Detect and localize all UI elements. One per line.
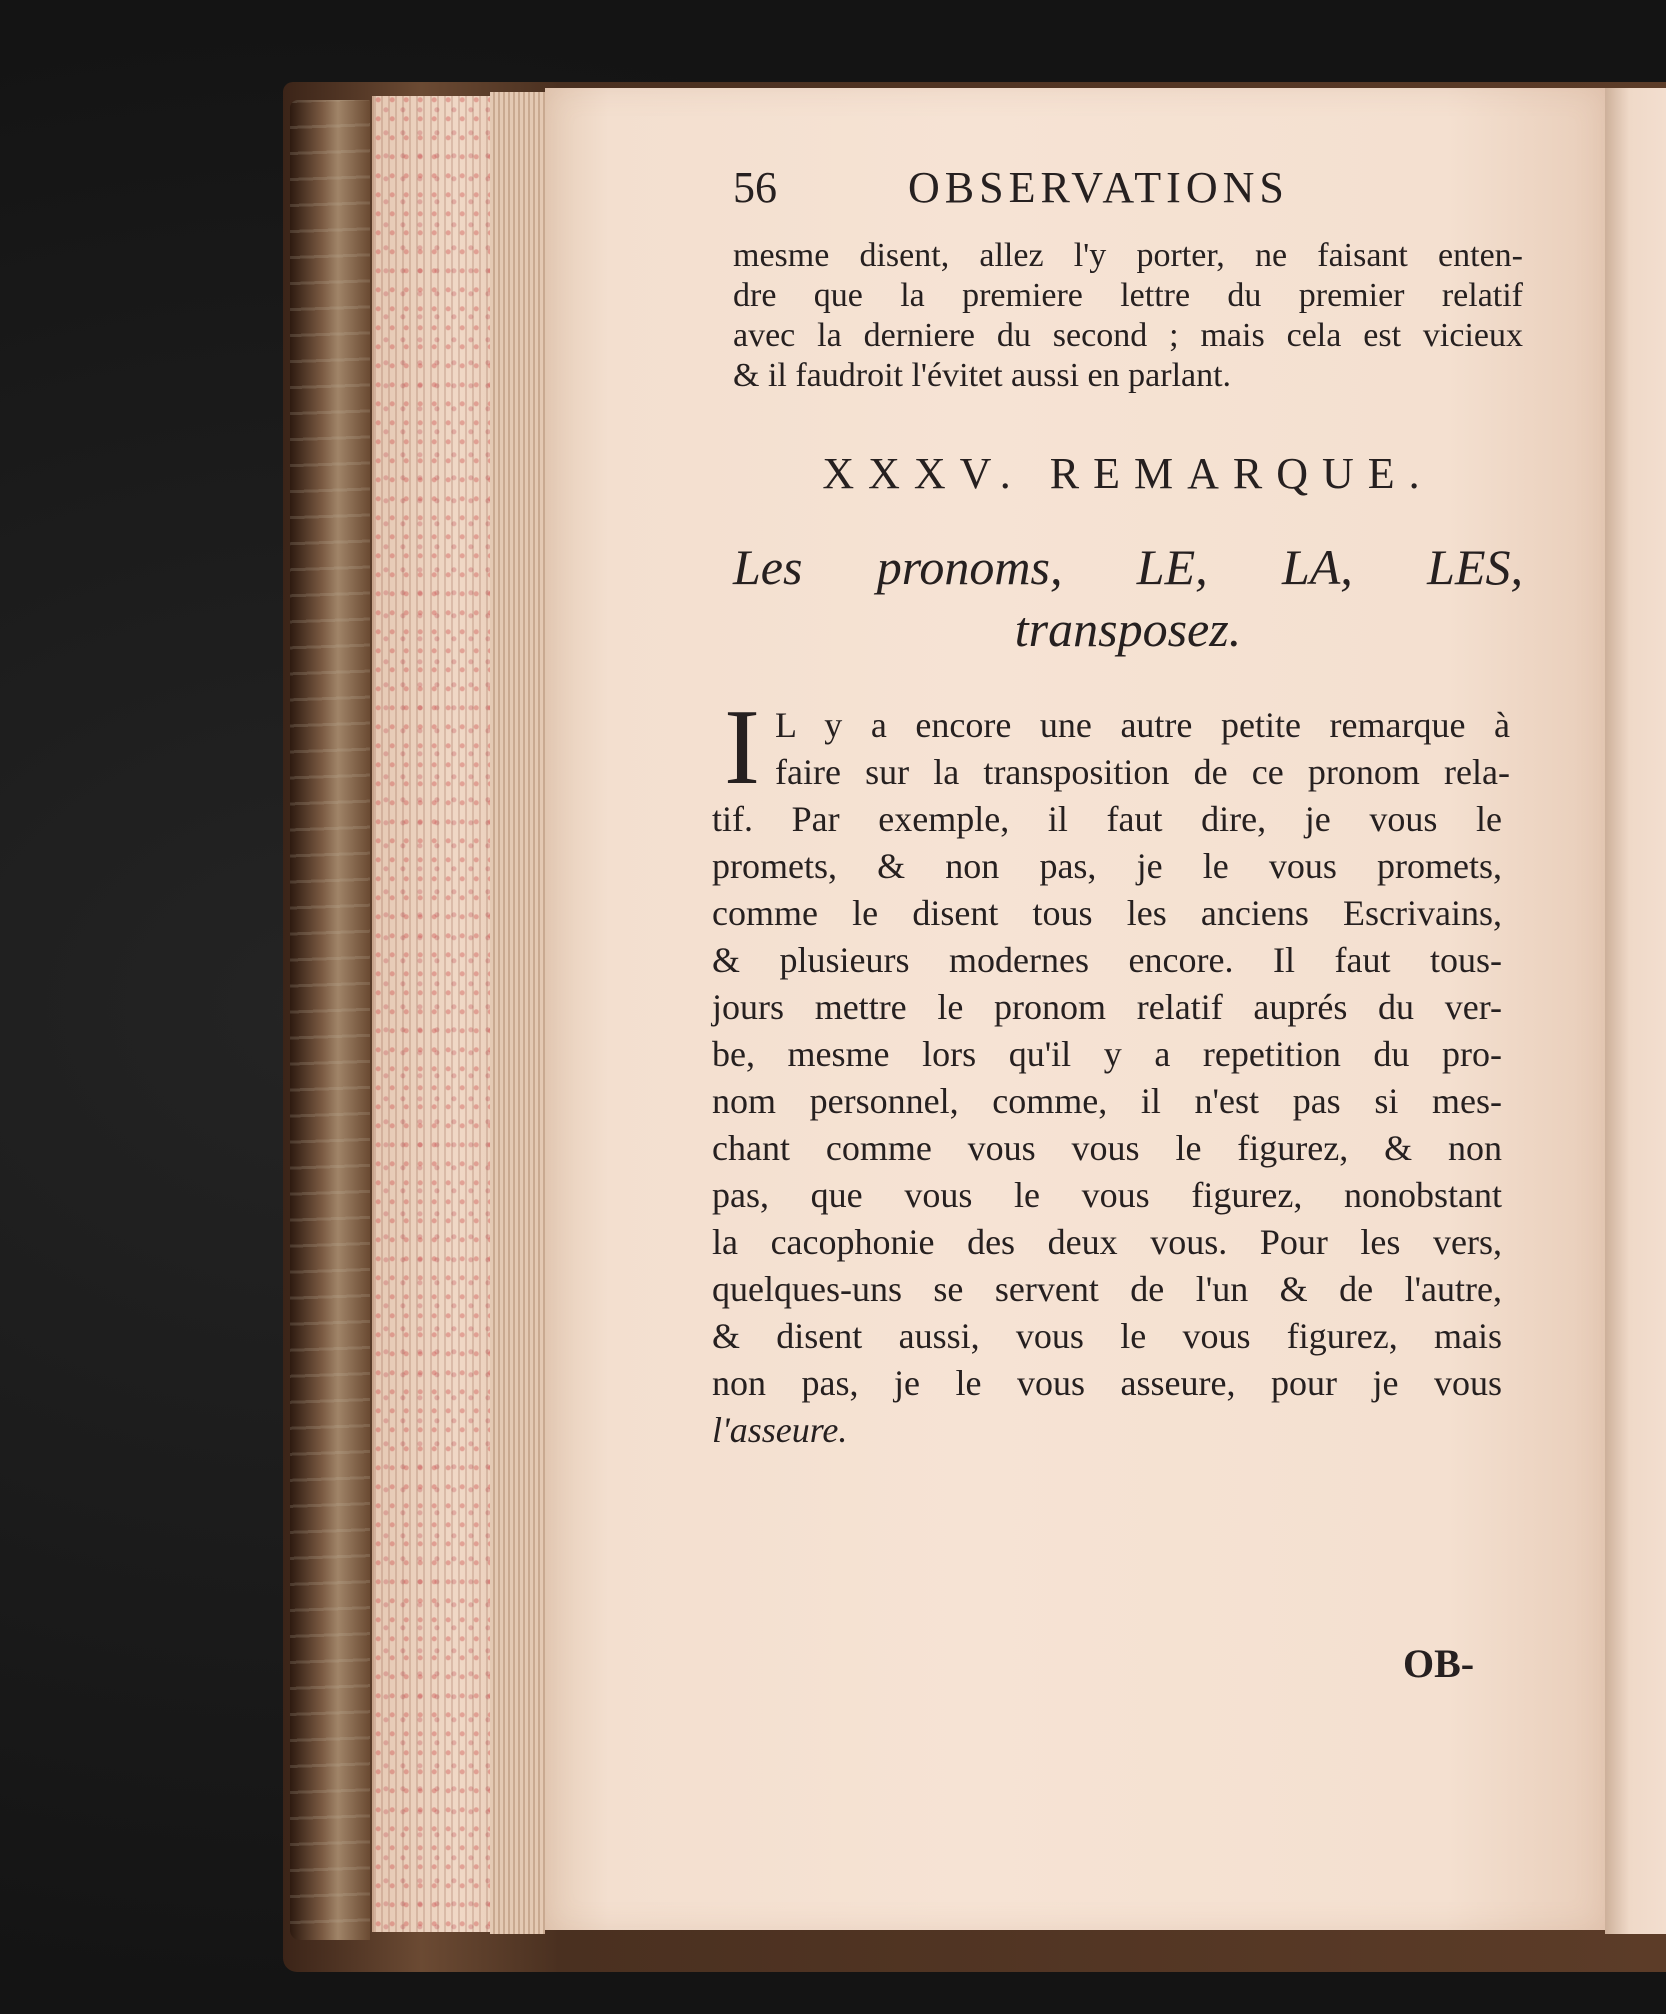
remark-title: XXXV. REMARQUE. (822, 449, 1434, 498)
text-line: mesme disent, allez l'y porter, ne faisant enten- (733, 237, 1523, 274)
running-head (733, 162, 1373, 222)
remark-subtitle: Les pronoms, LE, LA, LES, (733, 539, 1523, 595)
text-line: & disent aussi, vous le vous figurez, mais (712, 1316, 1502, 1356)
text-line: dre que la premiere lettre du premier relatif (733, 277, 1523, 314)
text-line: nom personnel, comme, il n'est pas si mes- (712, 1081, 1502, 1121)
text-line: avec la derniere du second ; mais cela est vicieux (733, 317, 1523, 354)
text-line: chant comme vous vous le figurez, & non (712, 1128, 1502, 1168)
text-line: l'asseure. (712, 1410, 848, 1450)
page-number: 56 (733, 163, 777, 212)
facing-page-edge (1605, 88, 1666, 1934)
text-line: & plusieurs modernes encore. Il faut tous- (712, 940, 1502, 980)
catchword: OB- (1403, 1641, 1475, 1686)
text-line: comme le disent tous les anciens Escrivains, (712, 893, 1502, 933)
text-line: tif. Par exemple, il faut dire, je vous le (712, 799, 1502, 839)
page-leaves (490, 92, 545, 1934)
leather-binding (290, 100, 370, 1940)
text-line: jours mettre le pronom relatif auprés du ver- (712, 987, 1502, 1027)
text-line: non pas, je le vous asseure, pour je vous (712, 1363, 1502, 1403)
running-title: OBSERVATIONS (908, 163, 1289, 212)
text-line: quelques-uns se servent de l'un & de l'autre, (712, 1269, 1502, 1309)
text-line: L y a encore une autre petite remarque à (775, 705, 1510, 745)
drop-capital: I (724, 688, 760, 807)
text-line: pas, que vous le vous figurez, nonobstant (712, 1175, 1502, 1215)
text-line: faire sur la transposition de ce pronom rela- (775, 752, 1510, 792)
text-line: be, mesme lors qu'il y a repetition du pro- (712, 1034, 1502, 1074)
remark-subtitle-continued: transposez. (1014, 601, 1242, 657)
text-line: promets, & non pas, je le vous promets, (712, 846, 1502, 886)
text-line: la cacophonie des deux vous. Pour les vers, (712, 1222, 1502, 1262)
text-line: & il faudroit l'évitet aussi en parlant. (733, 357, 1232, 394)
